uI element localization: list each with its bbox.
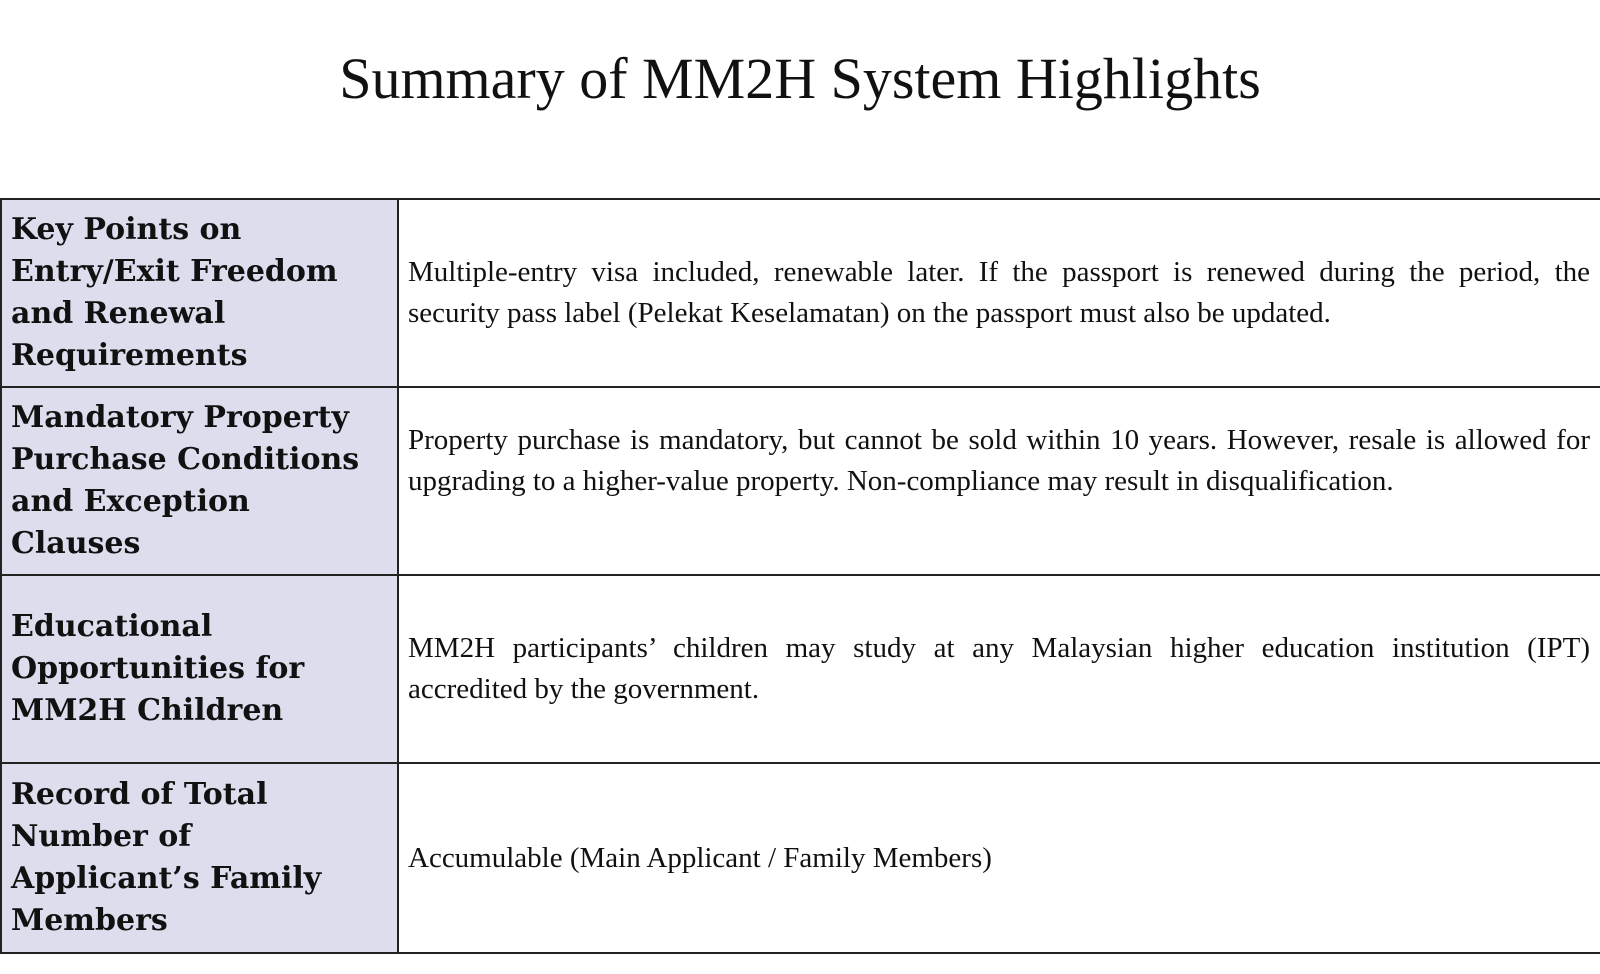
row-heading-family-members: Record of Total Number of Applicant’s Family Members — [1, 763, 398, 953]
row-value-education: MM2H participants’ children may study at any Malaysian higher education institution (IPT) accredited by the government. — [398, 575, 1600, 763]
row-heading-property-purchase: Mandatory Property Purchase Conditions and Exception Clauses — [1, 387, 398, 575]
table-row — [1, 387, 1600, 575]
row-heading-entry-exit: Key Points on Entry/Exit Freedom and Renewal Requirements — [1, 199, 398, 387]
row-value-property-purchase: Property purchase is mandatory, but cannot be sold within 10 years. However, resale is allowed for upgrading to a higher-value property. Non-compliance may result in disqualification. — [398, 387, 1600, 575]
table-row — [1, 199, 1600, 387]
table-row — [1, 763, 1600, 953]
summary-table — [0, 198, 1600, 954]
page-title: Summary of MM2H System Highlights — [339, 46, 1261, 111]
row-value-entry-exit: Multiple-entry visa included, renewable later. If the passport is renewed during the period, the security pass label (Pelekat Keselamatan) on the passport must also be updated. — [398, 199, 1600, 387]
table-row — [1, 575, 1600, 763]
row-heading-education: Educational Opportunities for MM2H Children — [1, 575, 398, 763]
row-value-family-members: Accumulable (Main Applicant / Family Members) — [398, 763, 1600, 953]
